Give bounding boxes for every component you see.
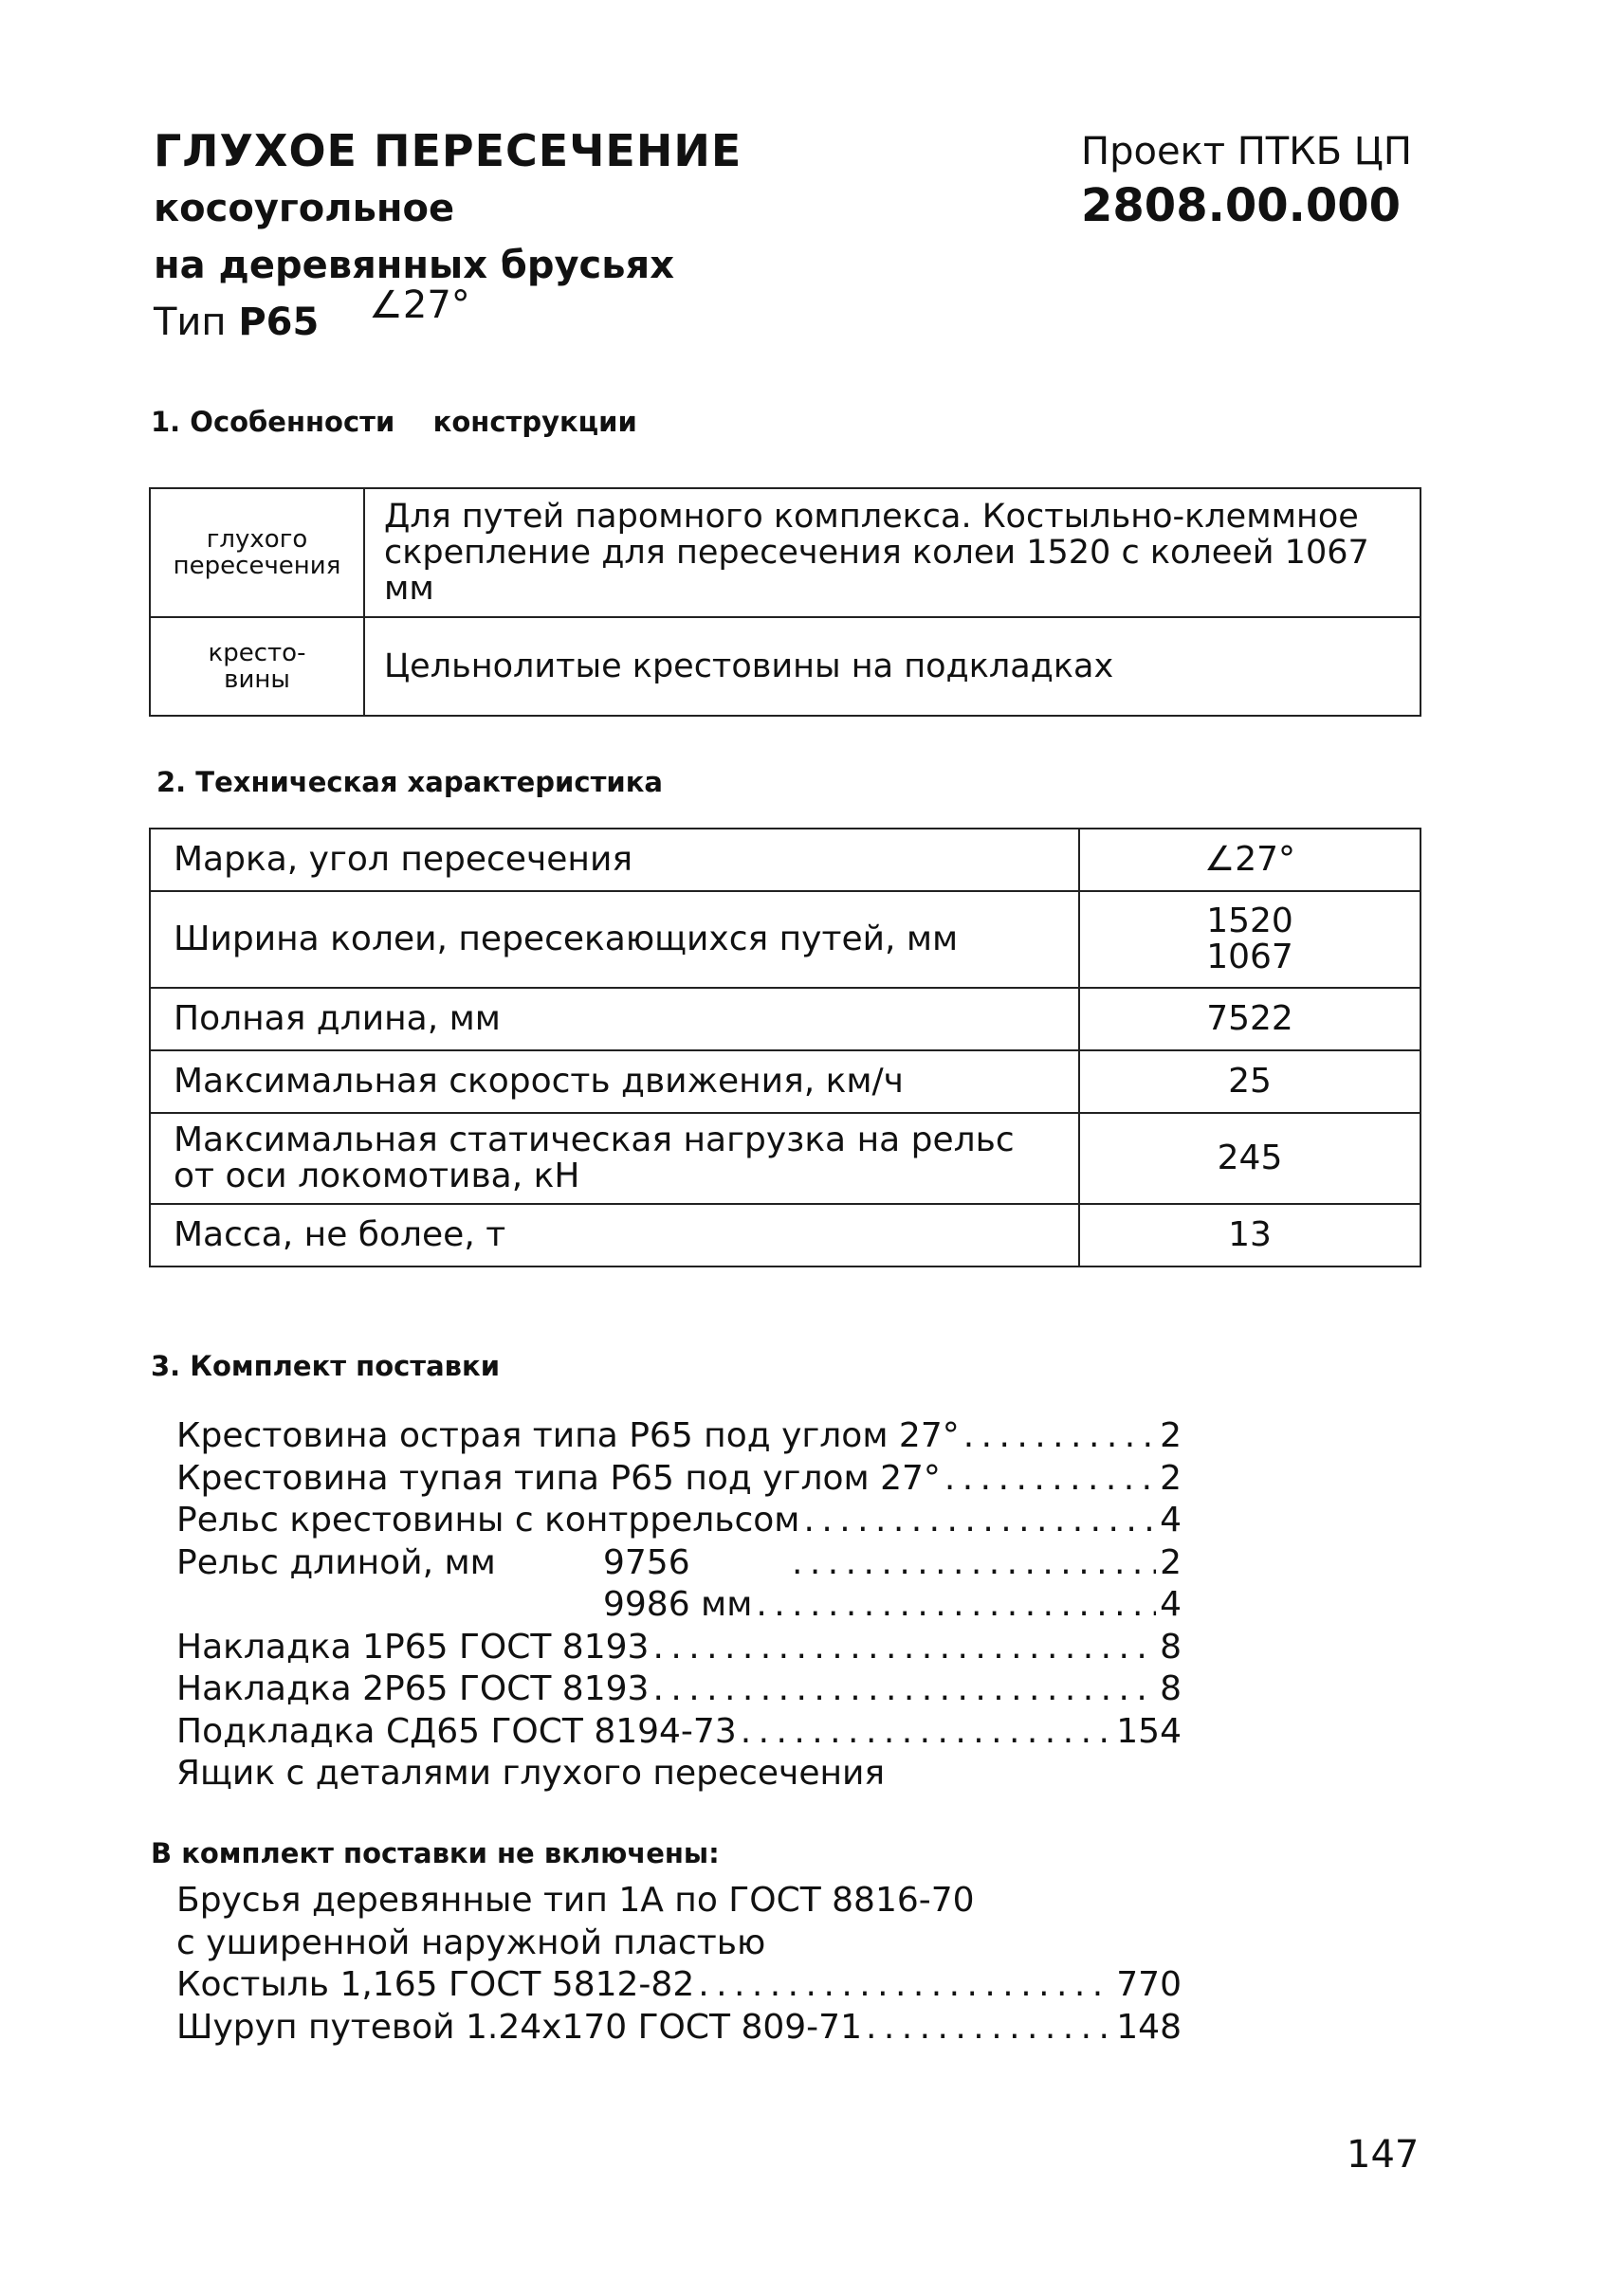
list-item (176, 1628, 1182, 1670)
item-name: Ящик с деталями глухого пересечения (176, 1754, 886, 1793)
spec-value: ∠27° (1079, 829, 1421, 891)
section1-title: 1. Особенности конструкции (151, 406, 637, 438)
item-qty: 8 (1160, 1627, 1182, 1667)
item-qty: 4 (1160, 1585, 1182, 1624)
item-qty: 148 (1116, 2007, 1182, 2047)
list-item (176, 1881, 1182, 1923)
item-length: 9986 мм (603, 1585, 753, 1624)
item-length: 9756 (603, 1542, 690, 1582)
gauge-value: 1520 (1206, 902, 1293, 940)
item-name: Рельс крестовины с контррельсом (176, 1501, 800, 1540)
delivery-list (176, 1416, 1182, 1796)
spec-key: Масса, не более, т (150, 1204, 1079, 1266)
item-name: с уширенной наружной пластью (176, 1922, 766, 1962)
list-item (176, 1923, 1182, 1966)
item-name: Крестовина тупая типа Р65 под углом 27° (176, 1458, 941, 1498)
title-line-3: на деревянных брусьях (154, 244, 675, 287)
document-title-block (154, 121, 742, 351)
table-row (150, 1204, 1421, 1266)
spec-key: Максимальная скорость движения, км/ч (150, 1050, 1079, 1113)
type-line (154, 283, 742, 351)
spec-value: 7522 (1079, 988, 1421, 1050)
spec-key: Ширина колеи, пересекающихся путей, мм (150, 891, 1079, 988)
spec-value (1079, 891, 1421, 988)
list-item (176, 1585, 1182, 1628)
section3-title: 3. Комплект поставки (151, 1350, 501, 1382)
table-row (150, 891, 1421, 988)
excluded-list (176, 1881, 1182, 2050)
spec-key: Полная длина, мм (150, 988, 1079, 1050)
item-qty: 154 (1116, 1711, 1182, 1751)
list-item (176, 1543, 1182, 1586)
feature-value: Для путей паромного комплекса. Костыльно-клеммное скрепление для пересечения колеи 1520 с колеей 1067 мм (364, 488, 1421, 617)
item-name: Шуруп путевой 1.24х170 ГОСТ 809-71 (176, 2007, 862, 2047)
item-name: Крестовина острая типа Р65 под углом 27° (176, 1416, 960, 1455)
project-label: Проект ПТКБ ЦП (1081, 130, 1412, 173)
excluded-title: В комплект поставки не включены: (151, 1837, 720, 1869)
project-block (1081, 125, 1412, 233)
item-qty: 2 (1160, 1458, 1182, 1498)
section2-title: 2. Техническая характеристика (156, 766, 663, 798)
list-item (176, 1712, 1182, 1755)
item-name: Накладка 1Р65 ГОСТ 8193 (176, 1627, 650, 1667)
gauge-value: 1067 (1206, 938, 1293, 976)
title-line-2: косоугольное (154, 187, 455, 230)
item-qty: 2 (1160, 1542, 1182, 1582)
table-row (150, 829, 1421, 891)
table-row (150, 617, 1421, 716)
spec-value: 25 (1079, 1050, 1421, 1113)
list-item (176, 2008, 1182, 2050)
type-value: Р65 (238, 301, 320, 344)
item-name: Брусья деревянные тип 1А по ГОСТ 8816-70 (176, 1881, 975, 1920)
item-qty: 4 (1160, 1501, 1182, 1540)
table-row (150, 488, 1421, 617)
features-table (149, 487, 1421, 717)
table-row (150, 988, 1421, 1050)
spec-key: Марка, угол пересечения (150, 829, 1079, 891)
item-qty: 770 (1116, 1965, 1182, 2004)
page-number: 147 (1347, 2133, 1420, 2177)
list-item (176, 1416, 1182, 1459)
list-item (176, 1754, 1182, 1796)
spec-value: 245 (1079, 1113, 1421, 1204)
spec-value: 13 (1079, 1204, 1421, 1266)
specs-table (149, 828, 1421, 1267)
angle-label: ∠27° (369, 283, 470, 327)
item-qty: 2 (1160, 1416, 1182, 1455)
list-item (176, 1459, 1182, 1502)
table-row (150, 1050, 1421, 1113)
item-name: Костыль 1,165 ГОСТ 5812-82 (176, 1965, 695, 2004)
title-line-1: ГЛУХОЕ ПЕРЕСЕЧЕНИЕ (154, 125, 742, 176)
list-item (176, 1501, 1182, 1543)
feature-key: кресто- вины (150, 617, 364, 716)
item-name: Подкладка СД65 ГОСТ 8194-73 (176, 1711, 737, 1751)
item-qty: 8 (1160, 1669, 1182, 1708)
project-number: 2808.00.000 (1081, 179, 1402, 232)
table-row (150, 1113, 1421, 1204)
feature-value: Цельнолитые крестовины на подкладках (364, 617, 1421, 716)
list-item (176, 1965, 1182, 2008)
feature-key: глухого пересечения (150, 488, 364, 617)
type-prefix: Тип (154, 301, 227, 344)
item-name: Рельс длиной, мм (176, 1542, 496, 1582)
list-item (176, 1669, 1182, 1712)
item-name: Накладка 2Р65 ГОСТ 8193 (176, 1669, 650, 1708)
spec-key: Максимальная статическая нагрузка на рельс от оси локомотива, кН (150, 1113, 1079, 1204)
